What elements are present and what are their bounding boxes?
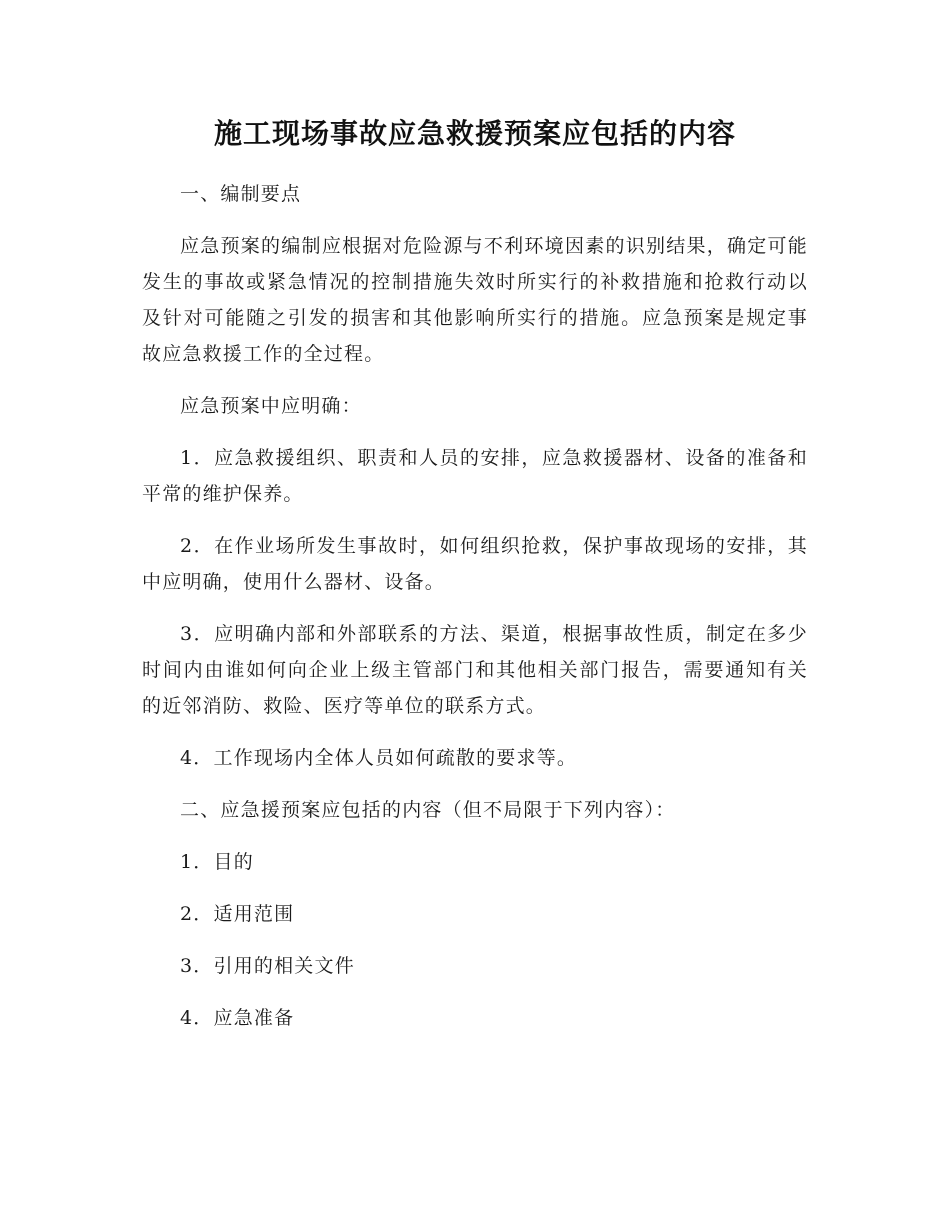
content-item-4: 4．应急准备 [180, 1007, 295, 1029]
list-item-1: 1．应急救援组织、职责和人员的安排，应急救援器材、设备的准备和平常的维护保养。 [142, 447, 808, 505]
section-heading-1: 一、编制要点 [180, 183, 302, 205]
list-item-4: 4．工作现场内全体人员如何疏散的要求等。 [180, 747, 578, 769]
content-item-2: 2．适用范围 [180, 903, 295, 925]
paragraph-overview: 应急预案的编制应根据对危险源与不利环境因素的识别结果，确定可能发生的事故或紧急情况的控制措施失效时所实行的补救措施和抢救行动以及针对可能随之引发的损害和其他影响所实行的措施。应急预案是规定事故应急救援工作的全过程。 [142, 235, 808, 365]
content-item-1: 1．目的 [180, 851, 254, 873]
paragraph-clarify-intro: 应急预案中应明确： [180, 395, 362, 417]
list-item-3: 3．应明确内部和外部联系的方法、渠道，根据事故性质，制定在多少时间内由谁如何向企业上级主管部门和其他相关部门报告，需要通知有关的近邻消防、救险、医疗等单位的联系方式。 [142, 623, 808, 717]
section-heading-2: 二、应急援预案应包括的内容（但不局限于下列内容）： [180, 799, 676, 821]
list-item-2: 2．在作业场所发生事故时，如何组织抢救，保护事故现场的安排，其中应明确，使用什么器材、设备。 [142, 535, 808, 593]
document-body [142, 112, 808, 1052]
document-title: 施工现场事故应急救援预案应包括的内容 [213, 117, 736, 150]
content-item-3: 3．引用的相关文件 [180, 955, 355, 977]
